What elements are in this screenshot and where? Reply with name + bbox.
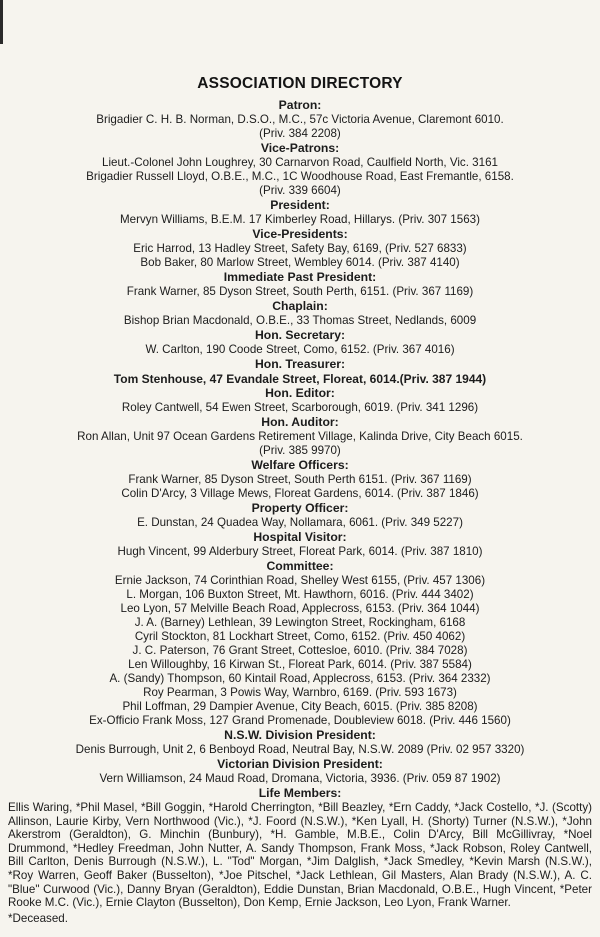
directory-entry-line: A. (Sandy) Thompson, 60 Kintail Road, Applecross, 6153. (Priv. 364 2332): [109, 672, 491, 685]
directory-section: [22, 415, 578, 458]
directory-entry-line: Bob Baker, 80 Marlow Street, Wembley 6014. (Priv. 387 4140): [140, 256, 460, 269]
section-heading: President:: [270, 198, 330, 212]
directory-entry-line: L. Morgan, 106 Buxton Street, Mt. Hawthorn, 6016. (Priv. 444 3402): [126, 588, 474, 601]
directory-entry-line: Mervyn Williams, B.E.M. 17 Kimberley Road, Hillarys. (Priv. 307 1563): [120, 213, 480, 226]
directory-entry-line: (Priv. 384 2208): [259, 127, 341, 140]
directory-section: [22, 299, 578, 328]
directory-entry-line: Vern Williamson, 24 Maud Road, Dromana, Victoria, 3936. (Priv. 059 87 1902): [99, 772, 501, 785]
directory-entry-line: Ernie Jackson, 74 Corinthian Road, Shelley West 6155, (Priv. 457 1306): [114, 574, 486, 587]
section-heading: Welfare Officers:: [251, 458, 349, 472]
directory-entry-line: Tom Stenhouse, 47 Evandale Street, Floreat, 6014.(Priv. 387 1944): [113, 372, 487, 386]
directory-entry-line: Colin D'Arcy, 3 Village Mews, Floreat Gardens, 6014. (Priv. 387 1846): [121, 487, 479, 500]
directory-section: [22, 501, 578, 530]
directory-section: [22, 141, 578, 198]
directory-entry-line: Roley Cantwell, 54 Ewen Street, Scarborough, 6019. (Priv. 341 1296): [121, 401, 479, 414]
section-heading: Hon. Auditor:: [261, 415, 339, 429]
directory-entry-line: Ex-Officio Frank Moss, 127 Grand Promenade, Doubleview 6018. (Priv. 446 1560): [89, 714, 511, 727]
page-title: ASSOCIATION DIRECTORY: [197, 75, 403, 92]
directory-section: [22, 328, 578, 357]
directory-section: [22, 757, 578, 786]
directory-entry-line: Cyril Stockton, 81 Lockhart Street, Como, 6152. (Priv. 450 4062): [134, 630, 466, 643]
directory-section: [22, 270, 578, 299]
directory-entry-line: Lieut.-Colonel John Loughrey, 30 Carnarvon Road, Caulfield North, Vic. 3161: [102, 156, 498, 169]
section-heading: Immediate Past President:: [223, 270, 377, 284]
section-heading: Patron:: [278, 98, 322, 112]
directory-entry-line: Frank Warner, 85 Dyson Street, South Perth 6151. (Priv. 367 1169): [128, 473, 472, 486]
directory-entry-line: E. Dunstan, 24 Quadea Way, Nollamara, 6061. (Priv. 349 5227): [137, 516, 463, 529]
section-heading: Hon. Editor:: [265, 386, 335, 400]
directory-section: [22, 386, 578, 415]
directory-section: [22, 458, 578, 501]
directory-listing: [8, 98, 592, 926]
section-heading: Committee:: [266, 559, 334, 573]
directory-entry-line: Leo Lyon, 57 Melville Beach Road, Applecross, 6153. (Priv. 364 1044): [120, 602, 480, 615]
directory-entry-line: Frank Warner, 85 Dyson Street, South Perth, 6151. (Priv. 367 1169): [126, 285, 474, 298]
directory-entry-line: Brigadier Russell Lloyd, O.B.E., M.C., 1C Woodhouse Road, East Fremantle, 6158.: [86, 170, 514, 183]
directory-entry-line: Phil Loffman, 29 Dampier Avenue, City Beach, 6015. (Priv. 385 8208): [122, 700, 478, 713]
section-heading: Hon. Treasurer:: [254, 357, 346, 371]
section-heading-life-members: Life Members:: [258, 786, 342, 800]
directory-section: [22, 559, 578, 728]
directory-entry-line: Hugh Vincent, 99 Alderbury Street, Floreat Park, 6014. (Priv. 387 1810): [117, 545, 483, 558]
deceased-footnote: *Deceased.: [8, 911, 68, 925]
scan-edge-mark: [0, 0, 3, 44]
directory-entry-line: Ron Allan, Unit 97 Ocean Gardens Retirement Village, Kalinda Drive, City Beach 6015.: [77, 430, 523, 443]
directory-entry-line: W. Carlton, 190 Coode Street, Como, 6152. (Priv. 367 4016): [145, 343, 455, 356]
directory-entry-line: J. C. Paterson, 76 Grant Street, Cottesloe, 6010. (Priv. 384 7028): [132, 644, 468, 657]
directory-section: [22, 728, 578, 757]
directory-section: [22, 198, 578, 227]
section-heading: Vice-Patrons:: [260, 141, 340, 155]
directory-sections: [22, 98, 578, 786]
section-heading: Vice-Presidents:: [252, 227, 348, 241]
life-members-list: Ellis Waring, *Phil Masel, *Bill Goggin, *Harold Cherrington, *Bill Beazley, *Ern Caddy, *Jack Costello, *J. (Scotty) Allinson, Laurie Kirby, Vern Northwood (Vic.), *J. Foord (N.S.W.), *Ken Lyall, H. (Shorty) Turner (N.S.W.), *John Akerstrom (Geraldton), G. Minchin (Bunbury), *H. Gamble, M.B.E., Colin D'Arcy, Bill McGillivray, *Noel Drummond, *Hedley Freedman, John Nutter, A. Sandy Thompson, Frank Moss, *Jack Robson, Roley Cantwell, Bill Carlton, Denis Burrough (N.S.W.), L. "Tod" Morgan, *Jim Dalglish, *Jack Smedley, *Kevin Marsh (N.S.W.), *Roy Warren, Geoff Baker (Busselton), *Joe Pitschel, *Jack Lethlean, Gil Masters, Alan Brady (N.S.W.), A. C. "Blue" Curwood (Vic.), Danny Bryan (Geraldton), Eddie Dunstan, Brian Macdonald, O.B.E., Hugh Vincent, *Peter Rooke M.C. (Vic.), Ernie Clayton (Busselton), Don Kemp, Ernie Jackson, Leo Lyon, Frank Warner.: [8, 801, 592, 910]
directory-entry-line: J. A. (Barney) Lethlean, 39 Lewington Street, Rockingham, 6168: [134, 616, 466, 629]
directory-entry-line: Denis Burrough, Unit 2, 6 Benboyd Road, Neutral Bay, N.S.W. 2089 (Priv. 02 957 3320): [75, 743, 525, 756]
section-heading: Hon. Secretary:: [254, 328, 346, 342]
section-heading: N.S.W. Division President:: [224, 728, 376, 742]
section-heading: Victorian Division President:: [217, 757, 383, 771]
directory-section: [22, 227, 578, 270]
directory-section: [22, 98, 578, 141]
directory-entry-line: Bishop Brian Macdonald, O.B.E., 33 Thomas Street, Nedlands, 6009: [123, 314, 477, 327]
directory-entry-line: Len Willoughby, 16 Kirwan St., Floreat Park, 6014. (Priv. 387 5584): [128, 658, 472, 671]
directory-entry-line: (Priv. 385 9970): [259, 444, 341, 457]
section-heading: Hospital Visitor:: [253, 530, 347, 544]
directory-entry-line: Roy Pearman, 3 Powis Way, Warnbro, 6169. (Priv. 593 1673): [143, 686, 457, 699]
section-heading: Property Officer:: [251, 501, 349, 515]
directory-entry-line: (Priv. 339 6604): [259, 184, 341, 197]
directory-entry-line: Eric Harrod, 13 Hadley Street, Safety Bay, 6169, (Priv. 527 6833): [133, 242, 467, 255]
directory-section: [22, 357, 578, 386]
section-heading: Chaplain:: [272, 299, 328, 313]
section-life-members: [8, 786, 592, 926]
directory-entry-line: Brigadier C. H. B. Norman, D.S.O., M.C., 57c Victoria Avenue, Claremont 6010.: [96, 113, 504, 126]
directory-section: [22, 530, 578, 559]
